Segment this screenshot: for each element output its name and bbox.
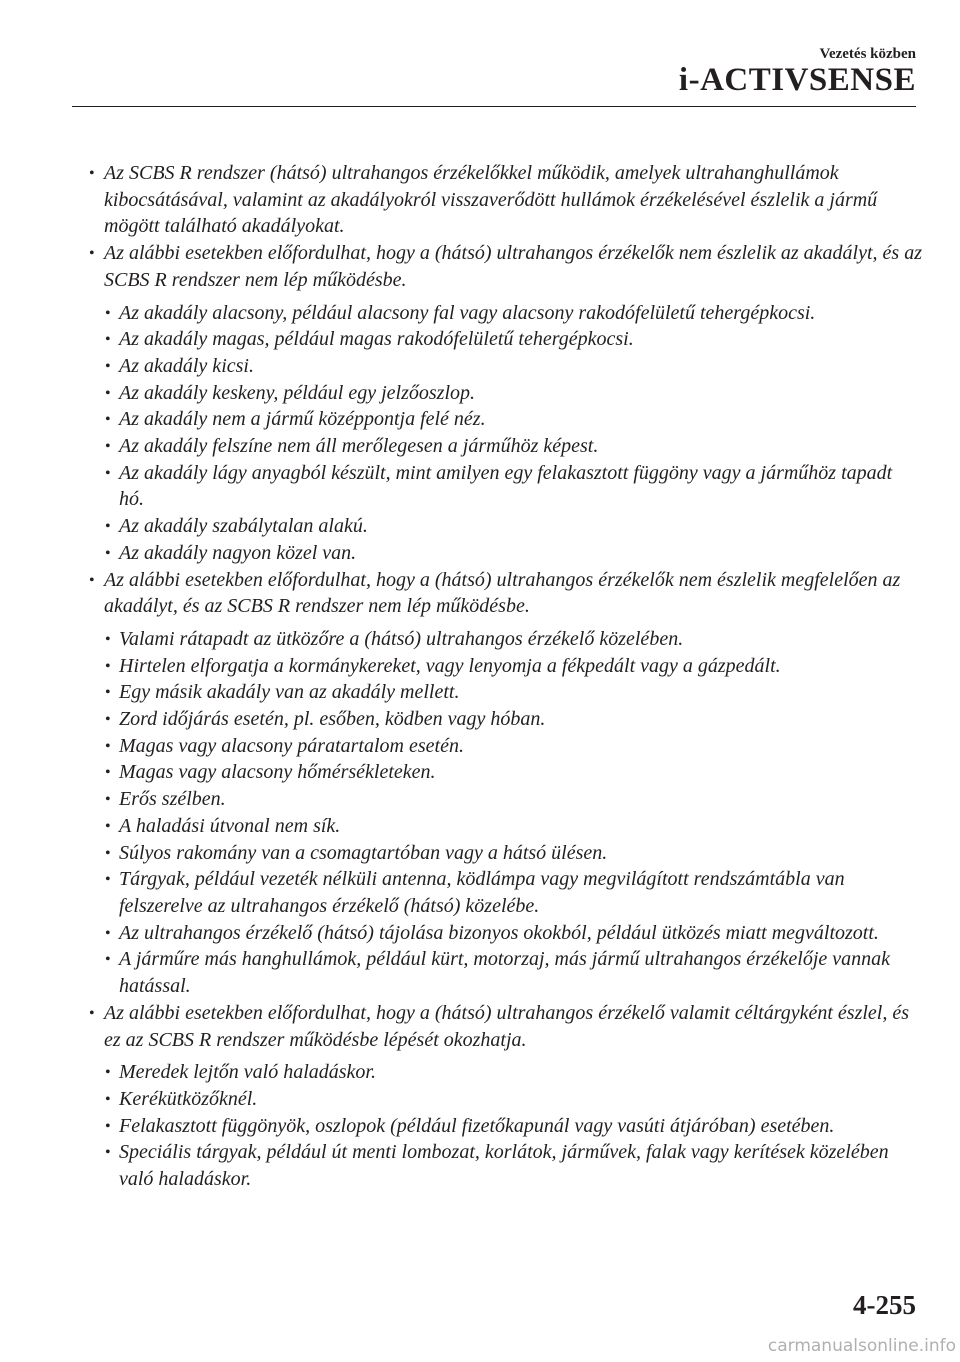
sub-bullet-text: Kerékütközőknél. bbox=[119, 1087, 258, 1110]
sub-bullet-text: A haladási útvonal nem sík. bbox=[119, 814, 341, 837]
bullet-item bbox=[82, 160, 922, 240]
sub-bullet-text: Az akadály magas, például magas rakodófelületű tehergépkocsi. bbox=[119, 328, 634, 351]
bullet-text: Az alábbi esetekben előfordulhat, hogy a (hátsó) ultrahangos érzékelők nem észlelik az akadályt, és az SCBS R rendszer nem lép működésbe. bbox=[104, 242, 922, 291]
sub-bullet-item bbox=[82, 433, 922, 460]
sub-bullet-item bbox=[82, 300, 922, 327]
sub-bullet-item bbox=[82, 380, 922, 407]
bullet-icon: • bbox=[89, 571, 95, 589]
sub-bullet-item bbox=[82, 353, 922, 380]
sub-bullet-text: Speciális tárgyak, például út menti lombozat, korlátok, járművek, falak vagy kerítések közelében való haladáskor. bbox=[119, 1141, 889, 1191]
sub-bullet-item bbox=[82, 866, 922, 919]
sub-bullet-item bbox=[82, 540, 922, 567]
page-number: 4-255 bbox=[853, 1290, 916, 1320]
sub-bullet-item bbox=[82, 626, 922, 653]
bullet-icon: • bbox=[105, 1090, 111, 1108]
watermark: carmanualsonline.info bbox=[767, 1336, 956, 1356]
sub-bullet-item bbox=[82, 840, 922, 867]
bullet-icon: • bbox=[105, 1064, 111, 1082]
sub-bullet-text: Tárgyak, például vezeték nélküli antenna, ködlámpa vagy megvilágított rendszámtábla van felszerelve az ultrahangos érzékelő (hátsó) közelébe. bbox=[119, 868, 845, 917]
bullet-text: Az alábbi esetekben előfordulhat, hogy a (hátsó) ultrahangos érzékelők nem észlelik megfelelően az akadályt, és az SCBS R rendszer nem lép működésbe. bbox=[104, 568, 901, 618]
sub-bullet-text: Az akadály szabálytalan alakú. bbox=[119, 515, 368, 538]
bullet-text: Az alábbi esetekben előfordulhat, hogy a (hátsó) ultrahangos érzékelő valamit céltárgyként észlel, és ez az SCBS R rendszer működésbe lépését okozhatja. bbox=[104, 1001, 910, 1051]
bullet-item bbox=[82, 240, 922, 293]
bullet-icon: • bbox=[105, 817, 111, 835]
bullet-icon: • bbox=[105, 711, 111, 729]
bullet-icon: • bbox=[105, 844, 111, 862]
bullet-icon: • bbox=[105, 951, 111, 969]
bullet-icon: • bbox=[105, 764, 111, 782]
sub-bullet-item bbox=[82, 406, 922, 433]
sub-bullet-text: Az akadály felszíne nem áll merőlegesen a járműhöz képest. bbox=[119, 435, 599, 458]
sub-bullet-item bbox=[82, 786, 922, 813]
bullet-icon: • bbox=[105, 357, 111, 375]
sub-bullet-list bbox=[82, 1059, 922, 1193]
sub-bullet-item bbox=[82, 679, 922, 706]
sub-bullet-item bbox=[82, 513, 922, 540]
section-header: Vezetés közben bbox=[819, 46, 916, 62]
sub-bullet-text: Az akadály lágy anyagból készült, mint amilyen egy felakasztott függöny vagy a járműhöz tapadt hó. bbox=[119, 461, 893, 511]
sub-bullet-text: Zord időjárás esetén, pl. esőben, ködben vagy hóban. bbox=[119, 708, 546, 731]
bullet-icon: • bbox=[105, 304, 111, 322]
bullet-icon: • bbox=[89, 165, 95, 182]
bullet-icon: • bbox=[105, 438, 111, 456]
sub-bullet-text: Magas vagy alacsony páratartalom esetén. bbox=[119, 734, 464, 757]
sub-bullet-list bbox=[82, 300, 922, 567]
sub-bullet-item bbox=[82, 946, 922, 999]
sub-bullet-item bbox=[82, 706, 922, 733]
bullet-item bbox=[82, 1000, 922, 1053]
bullet-icon: • bbox=[105, 871, 111, 889]
bullet-icon: • bbox=[105, 544, 111, 562]
sub-bullet-item bbox=[82, 759, 922, 786]
bullet-icon: • bbox=[105, 791, 111, 809]
sub-bullet-item bbox=[82, 920, 922, 947]
bullet-icon: • bbox=[105, 331, 111, 349]
bullet-icon: • bbox=[105, 1117, 111, 1135]
sub-bullet-item bbox=[82, 1086, 922, 1113]
bullet-icon: • bbox=[105, 518, 111, 536]
sub-bullet-item bbox=[82, 1139, 922, 1192]
bullet-icon: • bbox=[105, 411, 111, 429]
bullet-icon: • bbox=[105, 464, 111, 482]
sub-bullet-item bbox=[82, 1059, 922, 1086]
sub-bullet-text: Erős szélben. bbox=[119, 788, 226, 811]
sub-bullet-text: Meredek lejtőn való haladáskor. bbox=[119, 1061, 376, 1084]
sub-bullet-list bbox=[82, 626, 922, 1000]
sub-bullet-text: Az akadály nem a jármű középpontja felé néz. bbox=[119, 408, 486, 431]
sub-bullet-item bbox=[82, 733, 922, 760]
sub-bullet-text: Az akadály kicsi. bbox=[119, 354, 254, 377]
sub-bullet-text: Magas vagy alacsony hőmérsékleteken. bbox=[119, 761, 436, 784]
bullet-icon: • bbox=[105, 924, 111, 942]
bullet-icon: • bbox=[105, 737, 111, 755]
header-divider bbox=[72, 106, 916, 107]
sub-bullet-text: A járműre más hanghullámok, például kürt, motorzaj, más jármű ultrahangos érzékelője vannak hatással. bbox=[119, 948, 891, 998]
bullet-icon: • bbox=[89, 1004, 95, 1022]
page-title: i-ACTIVSENSE bbox=[678, 62, 916, 98]
page-content bbox=[82, 160, 922, 1193]
sub-bullet-text: Az akadály alacsony, például alacsony fal vagy alacsony rakodófelületű tehergépkocsi. bbox=[119, 301, 816, 324]
sub-bullet-text: Az akadály keskeny, például egy jelzőoszlop. bbox=[119, 381, 476, 404]
bullet-icon: • bbox=[105, 684, 111, 702]
bullet-icon: • bbox=[105, 657, 111, 675]
bullet-icon: • bbox=[105, 1144, 111, 1162]
sub-bullet-item bbox=[82, 653, 922, 680]
sub-bullet-text: Valami rátapadt az ütközőre a (hátsó) ultrahangos érzékelő közelében. bbox=[119, 627, 684, 650]
sub-bullet-item bbox=[82, 813, 922, 840]
bullet-icon: • bbox=[105, 384, 111, 402]
bullet-text: Az SCBS R rendszer (hátsó) ultrahangos érzékelőkkel működik, amelyek ultrahanghullámok kibocsátásával, valamint az akadályokról visszaverődött hullámok érzékelésével észlelik a jármű mögött található akadályokat. bbox=[104, 162, 878, 238]
sub-bullet-text: Felakasztott függönyök, oszlopok (például fizetőkapunál vagy vasúti átjáróban) esetében. bbox=[119, 1114, 835, 1137]
bullet-item bbox=[82, 567, 922, 620]
sub-bullet-item bbox=[82, 326, 922, 353]
sub-bullet-item bbox=[82, 460, 922, 513]
bullet-icon: • bbox=[89, 245, 95, 263]
bullet-icon: • bbox=[105, 630, 111, 648]
sub-bullet-text: Az akadály nagyon közel van. bbox=[119, 541, 357, 564]
sub-bullet-text: Egy másik akadály van az akadály mellett. bbox=[119, 681, 460, 704]
sub-bullet-text: Hirtelen elforgatja a kormánykereket, vagy lenyomja a fékpedált vagy a gázpedált. bbox=[119, 654, 781, 677]
sub-bullet-text: Súlyos rakomány van a csomagtartóban vagy a hátsó ülésen. bbox=[119, 841, 608, 864]
sub-bullet-text: Az ultrahangos érzékelő (hátsó) tájolása bizonyos okokból, például ütközés miatt megváltozott. bbox=[119, 921, 879, 944]
sub-bullet-item bbox=[82, 1113, 922, 1140]
